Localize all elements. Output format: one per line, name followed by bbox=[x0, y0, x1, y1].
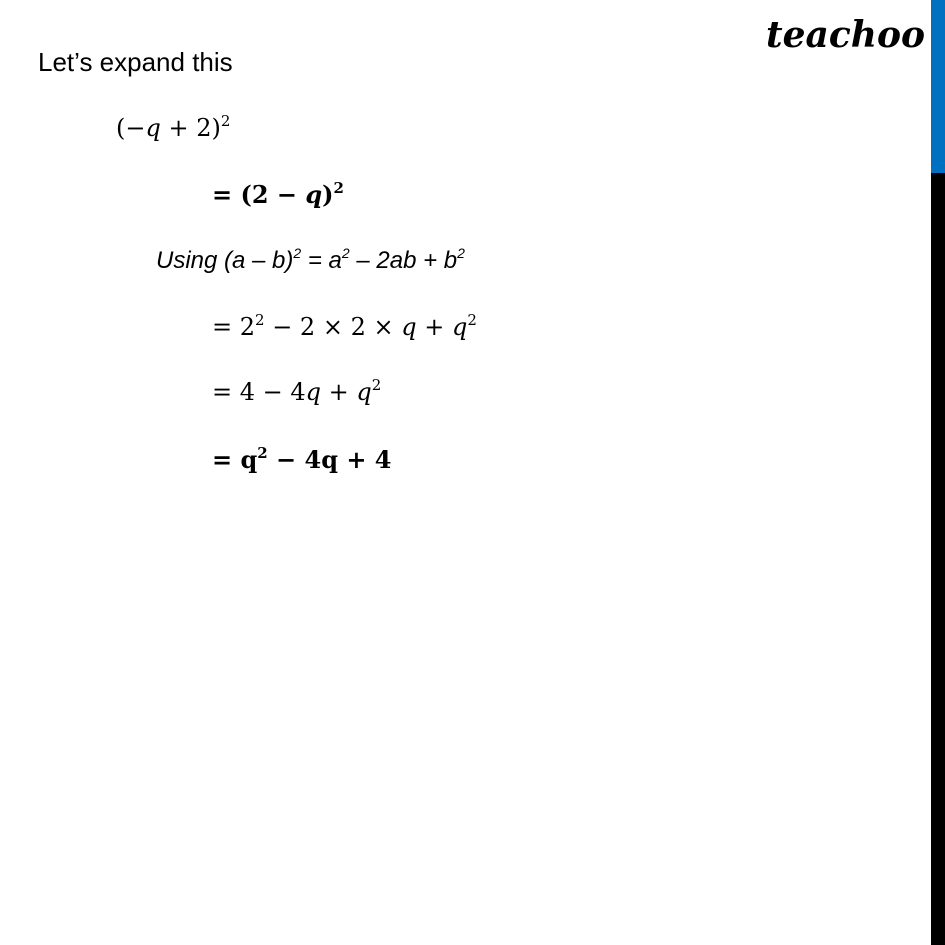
step-rewrite: = $(2 - q)^2$ bbox=[212, 179, 344, 209]
identity-note: Using $(a - b)^2 = a^2 - 2ab + b^2$ bbox=[156, 245, 465, 274]
step-final-answer: = $q^2 - 4q + 4$ bbox=[212, 444, 392, 474]
step-apply-identity: = $2^2 - 2 \times 2 \times q + q^2$ bbox=[212, 311, 477, 341]
teachoo-logo: teachoo bbox=[766, 14, 925, 56]
sidebar-accent-blue bbox=[931, 0, 945, 173]
step-simplify: = $4 - 4q + q^2$ bbox=[212, 376, 382, 406]
sidebar-accent-black bbox=[931, 173, 945, 945]
intro-text: Let’s expand this bbox=[38, 47, 233, 77]
expression-original: $(-q + 2)^2$ bbox=[116, 112, 231, 142]
